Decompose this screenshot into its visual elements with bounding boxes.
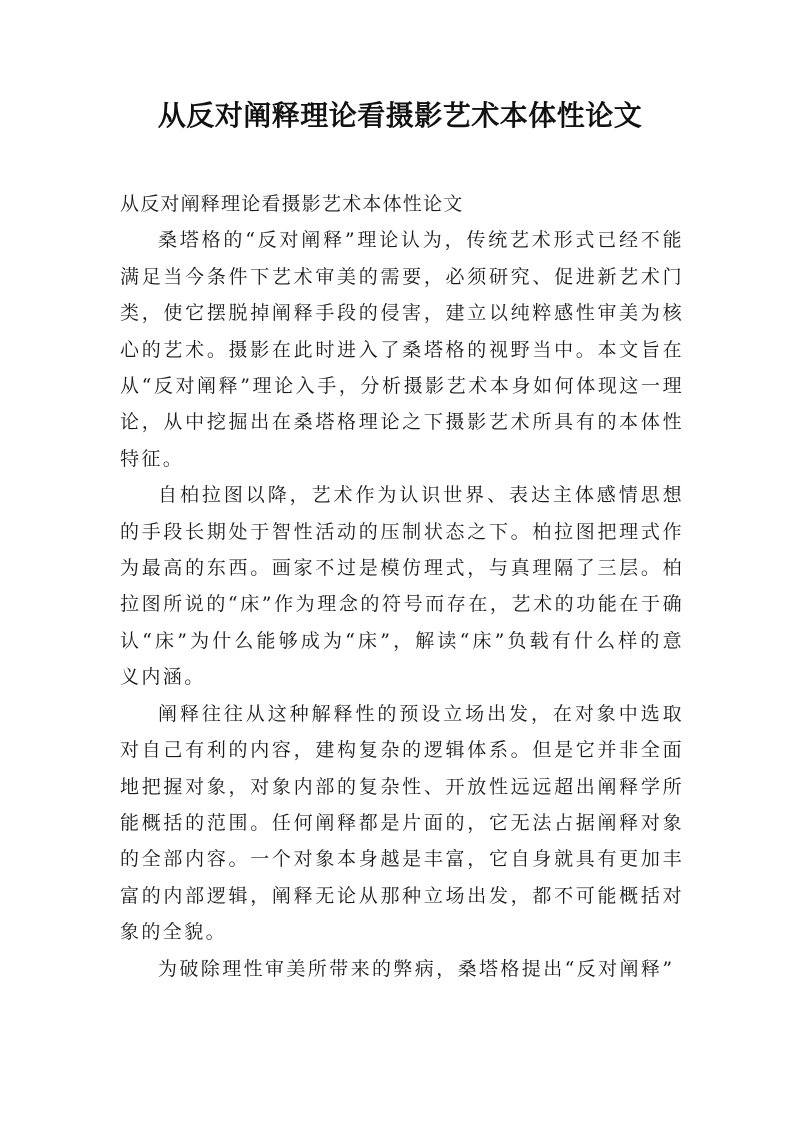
- document-body: [120, 186, 684, 987]
- paragraph: 阐释往往从这种解释性的预设立场出发，在对象中选取对自己有利的内容，建构复杂的逻辑体系。但是它并非全面地把握对象，对象内部的复杂性、开放性远远超出阐释学所能概括的范围。任何阐释都是片面的，它无法占据阐释对象的全部内容。一个对象本身越是丰富，它自身就具有更加丰富的内部逻辑，阐释无论从那种立场出发，都不可能概括对象的全貌。: [120, 702, 684, 944]
- document-subtitle: 从反对阐释理论看摄影艺术本体性论文: [120, 193, 464, 215]
- paragraph: 为破除理性审美所带来的弊病，桑塔格提出“反对阐释”: [158, 957, 675, 980]
- paragraph: 自柏拉图以降，艺术作为认识世界、表达主体感情思想的手段长期处于智性活动的压制状态之下。柏拉图把理式作为最高的东西。画家不过是模仿理式，与真理隔了三层。柏拉图所说的“床”作为理念的符号而存在，艺术的功能在于确认“床”为什么能够成为“床”，解读“床”负载有什么样的意义内涵。: [120, 484, 684, 689]
- document-title: 从反对阐释理论看摄影艺术本体性论文: [157, 99, 643, 132]
- paragraph: 桑塔格的“反对阐释”理论认为，传统艺术形式已经不能满足当今条件下艺术审美的需要，必须研究、促进新艺术门类，使它摆脱掉阐释手段的侵害，建立以纯粹感性审美为核心的艺术。摄影在此时进入了桑塔格的视野当中。本文旨在从“反对阐释”理论入手，分析摄影艺术本身如何体现这一理论，从中挖掘出在桑塔格理论之下摄影艺术所具有的本体性特征。: [120, 229, 684, 470]
